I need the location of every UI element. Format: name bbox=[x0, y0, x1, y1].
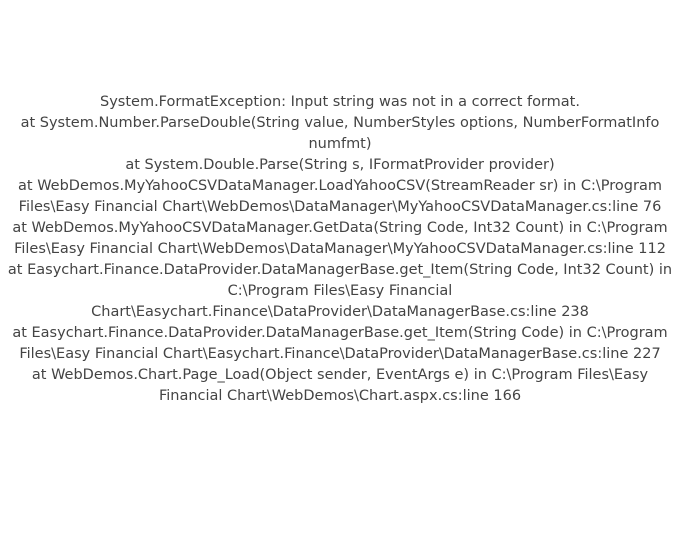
stack-trace-line: at Easychart.Finance.DataProvider.DataManagerBase.get_Item(String Code, Int32 Count) in C:\Program Files\Easy Financial Chart\Easychart.Finance\DataProvider\DataManagerBase.cs:line 238 bbox=[7, 262, 673, 320]
stack-trace-line: at WebDemos.MyYahooCSVDataManager.LoadYahooCSV(StreamReader sr) in C:\Program Files\Easy Financial Chart\WebDemos\DataManager\MyYahooCSVDataManager.cs:line 76 bbox=[18, 178, 662, 215]
stack-trace-line: System.FormatException: Input string was not in a correct format. bbox=[100, 94, 580, 110]
stack-trace-line: at System.Double.Parse(String s, IFormatProvider provider) bbox=[125, 157, 555, 173]
stack-trace-line: at System.Number.ParseDouble(String value, NumberStyles options, NumberFormatInfo numfmt) bbox=[20, 115, 660, 152]
exception-stack-trace bbox=[0, 92, 680, 407]
stack-trace-line: at WebDemos.Chart.Page_Load(Object sender, EventArgs e) in C:\Program Files\Easy Financial Chart\WebDemos\Chart.aspx.cs:line 166 bbox=[31, 367, 649, 404]
stack-trace-line: at WebDemos.MyYahooCSVDataManager.GetData(String Code, Int32 Count) in C:\Program Files\Easy Financial Chart\WebDemos\DataManager\MyYahooCSVDataManager.cs:line 112 bbox=[12, 220, 668, 257]
stack-trace-line: at Easychart.Finance.DataProvider.DataManagerBase.get_Item(String Code) in C:\Program Files\Easy Financial Chart\Easychart.Finance\DataProvider\DataManagerBase.cs:line 227 bbox=[12, 325, 668, 362]
